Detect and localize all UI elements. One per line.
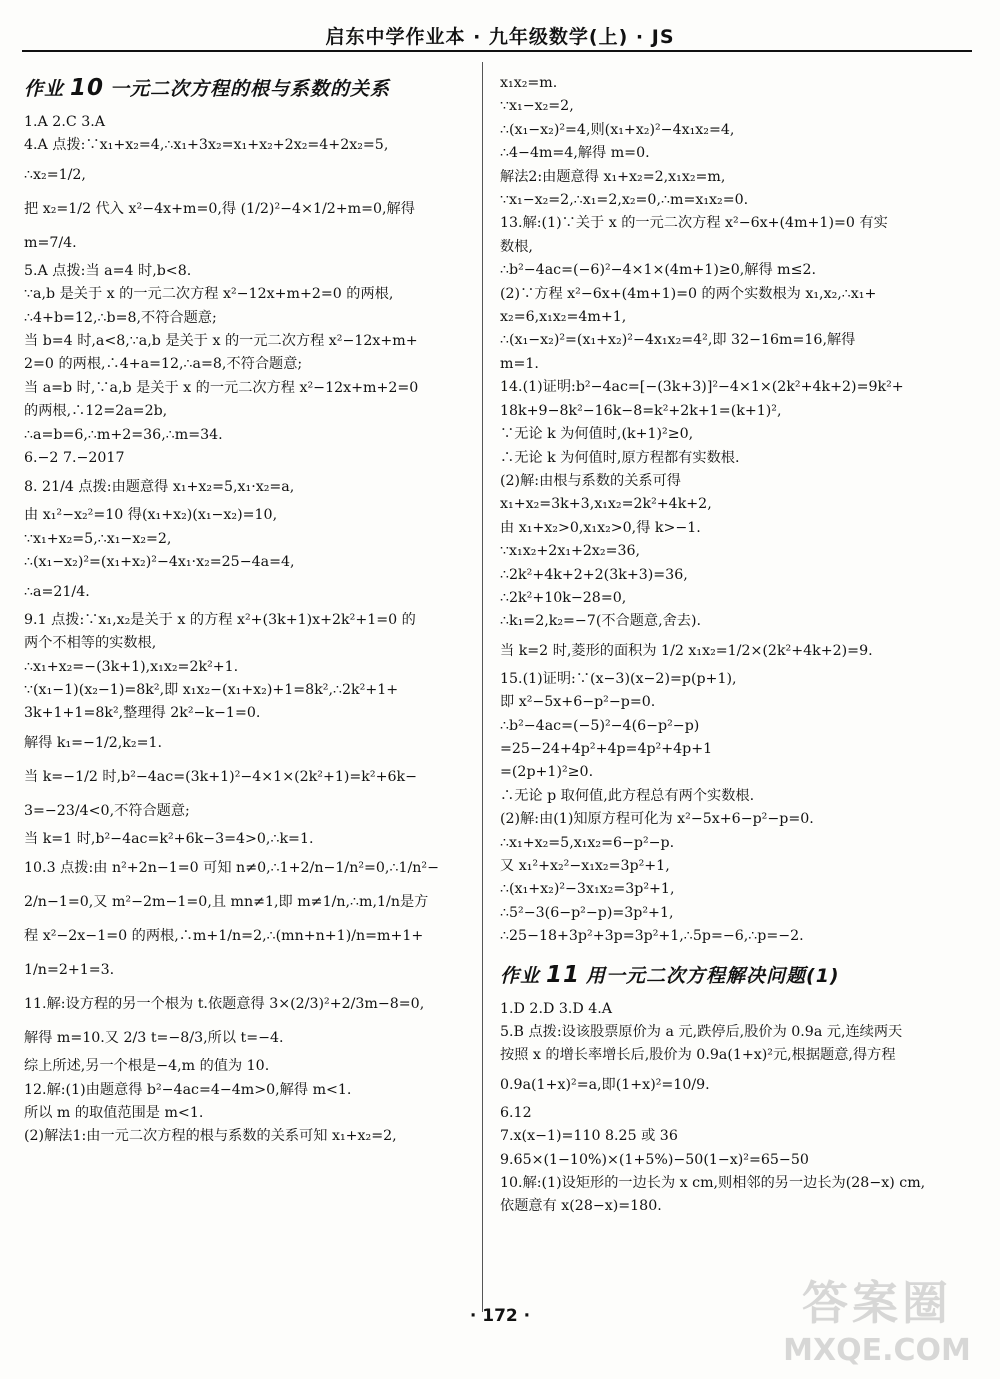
answer-line: 7.x(x−1)=110 8.25 或 36: [500, 1128, 678, 1145]
answer-line: 4.A 点拨:∵x₁+x₂=4,∴x₁+3x₂=x₁+x₂+2x₂=4+2x₂=5,: [24, 137, 389, 154]
answer-line: 2/n−1=0,又 m²−2m−1=0,且 mn≠1,即 m≠1/n,∴m,1/n是方: [24, 894, 429, 911]
answer-line: 2=0 的两根,∴4+a=12,∴a=8,不符合题意;: [24, 356, 303, 373]
answer-line: 解法2:由题意得 x₁+x₂=2,x₁x₂=m,: [500, 168, 726, 185]
answer-line: 由 x₁+x₂>0,x₁x₂>0,得 k>−1.: [500, 519, 701, 536]
answer-line: (2)∵方程 x²−6x+(4m+1)=0 的两个实数根为 x₁,x₂,∴x₁+: [500, 285, 877, 302]
answer-line: 9.65×(1−10%)×(1+5%)−50(1−x)²=65−50: [500, 1151, 809, 1168]
section-title-text: 一元二次方程的根与系数的关系: [110, 78, 391, 100]
answer-line: 6.−2 7.−2017: [24, 450, 125, 467]
section-title-11: [500, 961, 970, 988]
answer-line: ∵a,b 是关于 x 的一元二次方程 x²−12x+m+2=0 的两根,: [24, 286, 394, 303]
answer-line: 两个不相等的实数根,: [24, 635, 157, 652]
answer-line: =(2p+1)²≥0.: [500, 764, 594, 781]
answer-line: 5.A 点拨:当 a=4 时,b<8.: [24, 262, 192, 279]
answer-line: 5.B 点拨:设该股票原价为 a 元,跌停后,股价为 0.9a 元,连续两天: [500, 1024, 903, 1041]
section-title-prefix: 作业: [500, 964, 541, 987]
answer-line: 即 x²−5x+6−p²−p=0.: [500, 694, 656, 711]
answer-line: ∴a=b=6,∴m+2=36,∴m=34.: [24, 426, 223, 443]
answer-line: ∴无论 k 为何值时,原方程都有实数根.: [500, 449, 740, 466]
answer-line: 1.A 2.C 3.A: [24, 114, 105, 130]
answer-line: x₂=6,x₁x₂=4m+1,: [500, 309, 627, 326]
answer-line: ∴(x₁−x₂)²=(x₁+x₂)²−4x₁·x₂=25−4a=4,: [24, 554, 295, 571]
answer-line: ∵x₁+x₂=5,∴x₁−x₂=2,: [24, 530, 172, 547]
section-title-number: 11: [546, 961, 581, 988]
section-title-prefix: 作业: [24, 78, 65, 100]
answer-line: 3=−23/4<0,不符合题意;: [24, 802, 190, 819]
answer-line: 13.解:(1)∵关于 x 的一元二次方程 x²−6x+(4m+1)=0 有实: [500, 215, 888, 232]
answer-line: ∴a=21/4.: [24, 583, 90, 600]
answer-line: 9.1 点拨:∵x₁,x₂是关于 x 的方程 x²+(3k+1)x+2k²+1=0 的: [24, 611, 416, 628]
page-number: · 172 ·: [469, 1306, 531, 1326]
answer-line: 8. 21/4 点拨:由题意得 x₁+x₂=5,x₁·x₂=a,: [24, 479, 295, 496]
answer-line: ∴k₁=2,k₂=−7(不合题意,舍去).: [500, 613, 702, 630]
answer-line: 1/n=2+1=3.: [24, 962, 115, 979]
answer-line: ∴x₁+x₂=−(3k+1),x₁x₂=2k²+1.: [24, 658, 239, 675]
watermark-logo: 答案圈 MXQE.COM: [783, 1276, 971, 1368]
answer-line: 的两根,∴12=2a=2b,: [24, 403, 168, 420]
answer-line: ∴(x₁+x₂)²−3x₁x₂=3p²+1,: [500, 881, 675, 898]
answer-line: ∴x₂=1/2,: [24, 166, 86, 183]
answer-line: 依题意有 x(28−x)=180.: [500, 1198, 662, 1215]
answer-line: x₁x₂=m.: [500, 75, 558, 91]
answer-line: ∴4+b=12,∴b=8,不符合题意;: [24, 309, 217, 326]
answer-line: 当 k=2 时,菱形的面积为 1/2 x₁x₂=1/2×(2k²+4k+2)=9.: [500, 642, 873, 659]
answer-line: 18k+9−8k²−16k−8=k²+2k+1=(k+1)²,: [500, 402, 782, 419]
answer-line: 按照 x 的增长率增长后,股价为 0.9a(1+x)²元,根据题意,得方程: [500, 1047, 896, 1064]
answer-line: ∴b²−4ac=(−6)²−4×1×(4m+1)≥0,解得 m≤2.: [500, 262, 817, 279]
answer-line: ∴(x₁−x₂)²=4,则(x₁+x₂)²−4x₁x₂=4,: [500, 121, 735, 138]
answer-line: ∵x₁−x₂=2,∴x₁=2,x₂=0,∴m=x₁x₂=0.: [500, 192, 749, 209]
answer-line: 把 x₂=1/2 代入 x²−4x+m=0,得 (1/2)²−4×1/2+m=0,解得: [24, 200, 415, 217]
answer-line: 14.(1)证明:b²−4ac=[−(3k+3)]²−4×1×(2k²+4k+2)=9k²+: [500, 379, 904, 396]
answer-line: 1.D 2.D 3.D 4.A: [500, 1000, 613, 1017]
answer-line: ∵无论 k 为何值时,(k+1)²≥0,: [500, 426, 694, 443]
answer-line: 当 b=4 时,a<8,∵a,b 是关于 x 的一元二次方程 x²−12x+m+: [24, 333, 418, 350]
answer-line: 解得 k₁=−1/2,k₂=1.: [24, 734, 162, 751]
answer-line: 程 x²−2x−1=0 的两根,∴m+1/n=2,∴(mn+n+1)/n=m+1+: [24, 928, 424, 945]
column-divider: [482, 62, 483, 1312]
section-title-text: 用一元二次方程解决问题(1): [586, 964, 840, 987]
answer-line: 12.解:(1)由题意得 b²−4ac=4−4m>0,解得 m<1.: [24, 1081, 352, 1098]
right-answer-lines-b: [500, 998, 970, 1219]
answer-line: 由 x₁²−x₂²=10 得(x₁+x₂)(x₁−x₂)=10,: [24, 507, 278, 524]
answer-line: 11.解:设方程的另一个根为 t.依题意得 3×(2/3)²+2/3m−8=0,: [24, 996, 425, 1013]
answer-line: ∵x₁x₂+2x₁+2x₂=36,: [500, 543, 641, 560]
answer-line: ∵x₁−x₂=2,: [500, 98, 574, 115]
right-column: [500, 72, 970, 1219]
answer-line: 又 x₁²+x₂²−x₁x₂=3p²+1,: [500, 858, 670, 874]
answer-line: 当 a=b 时,∵a,b 是关于 x 的一元二次方程 x²−12x+m+2=0: [24, 379, 419, 396]
answer-line: ∴2k²+10k−28=0,: [500, 589, 627, 606]
answer-line: 10.3 点拨:由 n²+2n−1=0 可知 n≠0,∴1+2/n−1/n²=0,∴1/n²−: [24, 860, 439, 877]
answer-line: m=1.: [500, 355, 539, 372]
answer-line: 当 k=−1/2 时,b²−4ac=(3k+1)²−4×1×(2k²+1)=k²+6k−: [24, 768, 417, 785]
answer-line: (2)解法1:由一元二次方程的根与系数的关系可知 x₁+x₂=2,: [24, 1128, 397, 1145]
answer-line: 综上所述,另一个根是−4,m 的值为 10.: [24, 1058, 270, 1075]
answer-line: ∴无论 p 取何值,此方程总有两个实数根.: [500, 787, 755, 804]
answer-line: (2)解:由根与系数的关系可得: [500, 472, 681, 489]
left-column: [24, 72, 472, 1149]
answer-line: ∴x₁+x₂=5,x₁x₂=6−p²−p.: [500, 834, 675, 851]
section-title-number: 10: [70, 75, 105, 101]
answer-line: ∴b²−4ac=(−5)²−4(6−p²−p): [500, 717, 700, 734]
answer-line: ∵(x₁−1)(x₂−1)=8k²,即 x₁x₂−(x₁+x₂)+1=8k²,∴2k²+1+: [24, 681, 399, 698]
answer-line: ∴(x₁−x₂)²=(x₁+x₂)²−4x₁x₂=4²,即 32−16m=16,解得: [500, 332, 856, 349]
page-header-title: 启东中学作业本 · 九年级数学(上) · JS: [325, 26, 675, 48]
answer-line: 所以 m 的取值范围是 m<1.: [24, 1104, 204, 1121]
answer-line: 3k+1+1=8k²,整理得 2k²−k−1=0.: [24, 705, 261, 722]
answer-line: 数根,: [500, 238, 533, 255]
answer-line: (2)解:由(1)知原方程可化为 x²−5x+6−p²−p=0.: [500, 811, 814, 828]
answer-line: ∴25−18+3p²+3p=3p²+1,∴5p=−6,∴p=−2.: [500, 928, 804, 945]
header-rule: [22, 50, 972, 52]
answer-line: =25−24+4p²+4p=4p²+4p+1: [500, 740, 713, 757]
answer-line: x₁+x₂=3k+3,x₁x₂=2k²+4k+2,: [500, 496, 712, 513]
answer-line: ∴2k²+4k+2+2(3k+3)=36,: [500, 566, 688, 583]
answer-line: 15.(1)证明:∵(x−3)(x−2)=p(p+1),: [500, 670, 737, 687]
right-answer-lines-a: [500, 72, 970, 949]
answer-line: 0.9a(1+x)²=a,即(1+x)²=10/9.: [500, 1076, 710, 1093]
answer-line: ∴5²−3(6−p²−p)=3p²+1,: [500, 904, 674, 921]
answer-line: ∴4−4m=4,解得 m=0.: [500, 145, 650, 162]
answer-line: m=7/4.: [24, 234, 77, 251]
answer-line: 10.解:(1)设矩形的一边长为 x cm,则相邻的另一边长为(28−x) cm,: [500, 1175, 926, 1192]
left-answer-lines: [24, 111, 472, 1149]
answer-line: 当 k=1 时,b²−4ac=k²+6k−3=4>0,∴k=1.: [24, 830, 314, 847]
section-title-10: [24, 74, 472, 101]
answer-line: 6.12: [500, 1104, 532, 1121]
answer-line: 解得 m=10.又 2/3 t=−8/3,所以 t=−4.: [24, 1030, 284, 1047]
